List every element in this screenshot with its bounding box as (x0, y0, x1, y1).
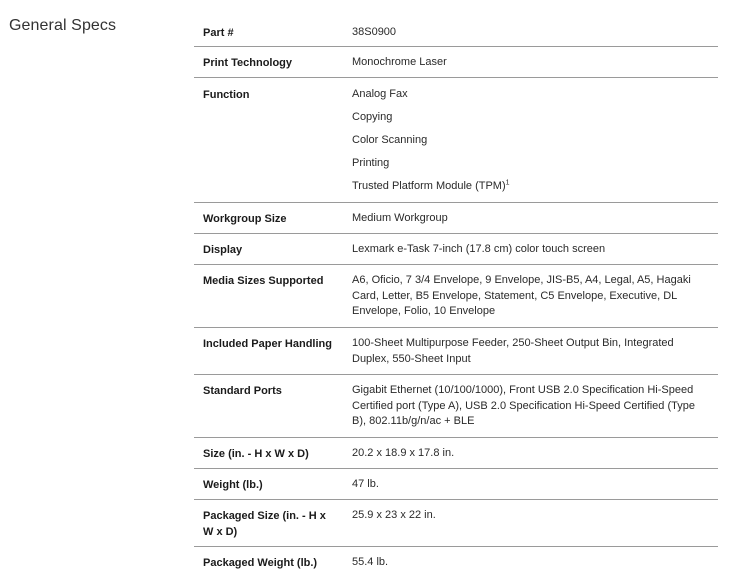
spec-value (352, 336, 718, 374)
spec-table (194, 16, 718, 575)
spec-value-item: 25.9 x 23 x 22 in. (352, 509, 436, 521)
spec-value-item (352, 179, 700, 195)
spec-label: Workgroup Size (203, 213, 287, 225)
spec-label: Size (in. - H x W x D) (203, 448, 309, 460)
spec-row-media-sizes (194, 265, 718, 328)
spec-label: Part # (203, 27, 234, 39)
spec-label: Standard Ports (203, 385, 282, 397)
spec-value (352, 211, 718, 233)
spec-row-part-number (194, 16, 718, 47)
spec-row-packaged-weight (194, 547, 718, 575)
spec-value-item: Copying (352, 111, 393, 123)
spec-value (352, 25, 718, 46)
spec-label: Media Sizes Supported (203, 275, 324, 287)
spec-value (352, 508, 718, 546)
spec-label: Included Paper Handling (203, 338, 332, 350)
spec-value-item: Color Scanning (352, 134, 428, 146)
spec-value-item: Medium Workgroup (352, 212, 448, 224)
spec-value-item: 100-Sheet Multipurpose Feeder, 250-Sheet Output Bin, Integrated Duplex, 550-Sheet Input (352, 337, 674, 365)
spec-value-item: A6, Oficio, 7 3/4 Envelope, 9 Envelope, JIS-B5, A4, Legal, A5, Hagaki Card, Letter, B5 Envelope, Statement, C5 Envelope, Executive, DL Envelope, Folio, 10 Envelope (352, 274, 691, 317)
spec-label: Packaged Weight (lb.) (203, 557, 318, 569)
spec-value-item: 47 lb. (352, 478, 379, 490)
spec-value-item: 20.2 x 18.9 x 17.8 in. (352, 447, 455, 459)
spec-label: Display (203, 244, 243, 256)
spec-value (352, 555, 718, 575)
spec-label: Weight (lb.) (203, 479, 263, 491)
tpm-text: Trusted Platform Module (TPM) (352, 180, 506, 192)
spec-value-item: 38S0900 (352, 26, 397, 38)
spec-row-display (194, 234, 718, 265)
spec-value (352, 55, 718, 77)
spec-value-item: Lexmark e-Task 7-inch (17.8 cm) color touch screen (352, 243, 606, 255)
spec-value-item: Gigabit Ethernet (10/100/1000), Front USB 2.0 Specification Hi-Speed Certified port (Type A), USB 2.0 Specification Hi-Speed Certified (Type B), 802.11b/g/n/ac + BLE (352, 384, 695, 427)
spec-value (352, 446, 718, 468)
spec-value (352, 242, 718, 264)
spec-value (352, 87, 718, 202)
spec-label: Function (203, 89, 250, 101)
spec-value-item: Printing (352, 157, 390, 169)
spec-value (352, 383, 718, 437)
spec-row-workgroup-size (194, 203, 718, 234)
spec-row-weight (194, 469, 718, 500)
spec-label: Packaged Size (in. - H x W x D) (203, 510, 326, 538)
spec-row-size (194, 438, 718, 469)
spec-row-paper-handling (194, 328, 718, 375)
spec-row-packaged-size (194, 500, 718, 547)
spec-row-print-technology (194, 47, 718, 78)
spec-value-item: Analog Fax (352, 88, 408, 100)
spec-value-item: 55.4 lb. (352, 556, 389, 568)
spec-value-item: Monochrome Laser (352, 56, 447, 68)
spec-row-function (194, 78, 718, 203)
spec-label: Print Technology (203, 57, 293, 69)
spec-row-standard-ports (194, 375, 718, 438)
section-title: General Specs (9, 17, 117, 34)
spec-value (352, 477, 718, 499)
spec-value (352, 273, 718, 327)
footnote-marker: 1 (505, 179, 510, 187)
